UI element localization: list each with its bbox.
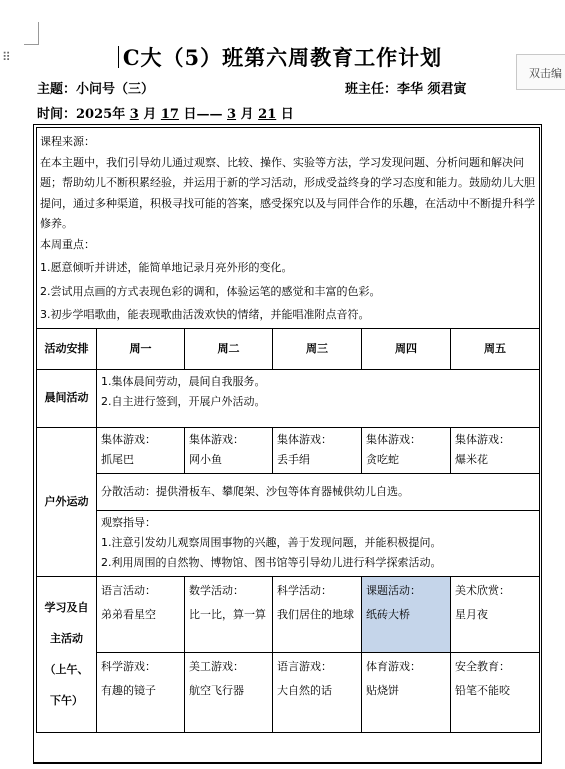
- activity-label: 数学活动：: [189, 583, 244, 597]
- game-name: 网小鱼: [189, 452, 222, 466]
- morning-row: [37, 369, 540, 427]
- scattered-cell[interactable]: 分散活动：提供滑板车、攀爬架、沙包等体育器械供幼儿自选。: [97, 473, 540, 510]
- activity-label: 安全教育：: [455, 659, 510, 673]
- study-label-line: 主活动: [50, 632, 83, 645]
- focus-label: 本周重点：: [40, 237, 95, 251]
- activity-name: 贴烧饼: [366, 683, 399, 697]
- end-month: 3: [227, 107, 237, 122]
- plan-table: [36, 127, 540, 733]
- focus-item: 1.愿意倾听并讲述，能简单地记录月亮外形的变化。: [40, 261, 293, 274]
- activity-name: 大自然的话: [277, 683, 332, 697]
- teacher-names: 李华 须君寅: [397, 82, 467, 97]
- outdoor-label[interactable]: 户外运动: [37, 427, 97, 576]
- outdoor-observe-row: [37, 510, 540, 576]
- activity-cell[interactable]: [185, 576, 273, 652]
- source-text: 在本主题中，我们引导幼儿通过观察、比较、操作、实验等方法，学习发现问题、分析问题和解决问题；帮助幼儿不断积累经验，并运用于新的学习活动，形成受益终身的学习态度和能力。鼓励幼儿大胆提问，通过多种渠道，积极寻找可能的答案，感受探究以及与同伴合作的乐趣，在活动中不断提升科学修养。: [40, 155, 535, 230]
- activity-cell[interactable]: [97, 576, 185, 652]
- topic-value: 小问号（三）: [76, 82, 155, 97]
- focus-item: 3.初步学唱歌曲，能表现歌曲活泼欢快的情绪，并能唱准附点音符。: [40, 308, 370, 321]
- game-name: 贪吃蛇: [366, 452, 399, 466]
- study-row-1: [37, 576, 540, 652]
- study-label-line: 下午）: [50, 694, 83, 707]
- game-cell[interactable]: [97, 427, 185, 473]
- header-day[interactable]: 周二: [185, 328, 273, 369]
- header-day[interactable]: 周四: [362, 328, 451, 369]
- focus-item: 2.尝试用点画的方式表现色彩的调和，体验运笔的感觉和丰富的色彩。: [40, 284, 381, 298]
- morning-line: 1.集体晨间劳动，晨间自我服务。: [101, 374, 266, 388]
- activity-cell[interactable]: [451, 652, 540, 732]
- study-label-line: （上午、: [44, 663, 89, 676]
- date-dash: ——: [196, 107, 223, 122]
- intro-row: [37, 128, 540, 329]
- day-unit: 日: [280, 107, 294, 122]
- morning-label[interactable]: 晨间活动: [37, 369, 97, 427]
- day-unit: 日: [183, 107, 197, 122]
- game-name: 抓尾巴: [101, 452, 134, 466]
- game-name: 爆米花: [455, 452, 488, 466]
- activity-label: 科学活动：: [277, 583, 332, 597]
- activity-label: 语言游戏：: [277, 659, 332, 673]
- activity-cell[interactable]: [273, 652, 362, 732]
- intro-cell[interactable]: [37, 128, 540, 329]
- header-day[interactable]: 周三: [273, 328, 362, 369]
- activity-label: 语言活动：: [101, 583, 156, 597]
- source-label: 课程来源：: [40, 135, 95, 148]
- observe-cell[interactable]: [97, 510, 540, 576]
- outdoor-scattered-row: [37, 473, 540, 510]
- page-title[interactable]: C大（5）班第六周教育工作计划: [122, 45, 443, 70]
- game-cell[interactable]: [451, 427, 540, 473]
- activity-name: 铅笔不能咬: [455, 683, 510, 697]
- topic-line: [37, 78, 154, 97]
- end-day: 21: [258, 107, 277, 122]
- study-label-line: 学习及自: [44, 601, 89, 614]
- activity-name: 航空飞行器: [189, 683, 244, 697]
- activity-cell[interactable]: [97, 652, 185, 732]
- game-name: 丢手绢: [277, 452, 310, 466]
- activity-cell[interactable]: [273, 576, 362, 652]
- outdoor-games-row: [37, 427, 540, 473]
- start-month: 3: [129, 107, 139, 122]
- game-label: 集体游戏：: [366, 432, 421, 446]
- time-line: [37, 103, 294, 122]
- month-unit: 月: [240, 107, 254, 122]
- activity-name: 比一比，算一算: [189, 607, 266, 621]
- activity-name: 有趣的镜子: [101, 683, 156, 697]
- activity-label: 体育游戏：: [366, 659, 421, 673]
- observe-line: 2.利用周围的自然物、博物馆、图书馆等引导幼儿进行科学探索活动。: [101, 555, 442, 569]
- teacher-label: 班主任：: [345, 82, 398, 97]
- game-label: 集体游戏：: [455, 432, 510, 446]
- header-day[interactable]: 周五: [451, 328, 540, 369]
- activity-name: 星月夜: [455, 607, 488, 621]
- teacher-line: [345, 78, 467, 97]
- observe-line: 1.注意引发幼儿观察周围事物的兴趣，善于发现问题，并能积极提问。: [101, 535, 442, 549]
- header-day[interactable]: 周一: [97, 328, 185, 369]
- header-row: [37, 328, 540, 369]
- page-bottom-line: [33, 762, 542, 763]
- activity-label: 美术欣赏：: [455, 583, 510, 597]
- game-cell[interactable]: [273, 427, 362, 473]
- morning-line: 2.自主进行签到，开展户外活动。: [101, 394, 266, 408]
- activity-cell-selected[interactable]: [362, 576, 451, 652]
- year: 2025年: [76, 107, 126, 122]
- study-label[interactable]: [37, 576, 97, 732]
- activity-name: 弟弟看星空: [101, 607, 156, 621]
- activity-label: 科学游戏：: [101, 659, 156, 673]
- game-label: 集体游戏：: [189, 432, 244, 446]
- header-label[interactable]: 活动安排: [37, 328, 97, 369]
- observe-label: 观察指导：: [101, 515, 156, 529]
- month-unit: 月: [143, 107, 157, 122]
- game-label: 集体游戏：: [277, 432, 332, 446]
- activity-label: 课题活动：: [366, 583, 421, 597]
- double-click-edit-button[interactable]: 双击编: [516, 54, 565, 90]
- start-day: 17: [160, 107, 179, 122]
- drag-handle-icon[interactable]: ⠿: [2, 50, 10, 64]
- activity-name: 我们居住的地球: [277, 607, 354, 621]
- game-cell[interactable]: [362, 427, 451, 473]
- activity-label: 美工游戏：: [189, 659, 244, 673]
- study-row-2: [37, 652, 540, 732]
- activity-name: 纸砖大桥: [366, 607, 410, 621]
- activity-cell[interactable]: [185, 652, 273, 732]
- time-label: 时间：: [37, 107, 77, 122]
- game-cell[interactable]: [185, 427, 273, 473]
- activity-cell[interactable]: [451, 576, 540, 652]
- morning-content[interactable]: [97, 369, 540, 427]
- topic-label: 主题：: [37, 82, 77, 97]
- game-label: 集体游戏：: [101, 432, 156, 446]
- activity-cell[interactable]: [362, 652, 451, 732]
